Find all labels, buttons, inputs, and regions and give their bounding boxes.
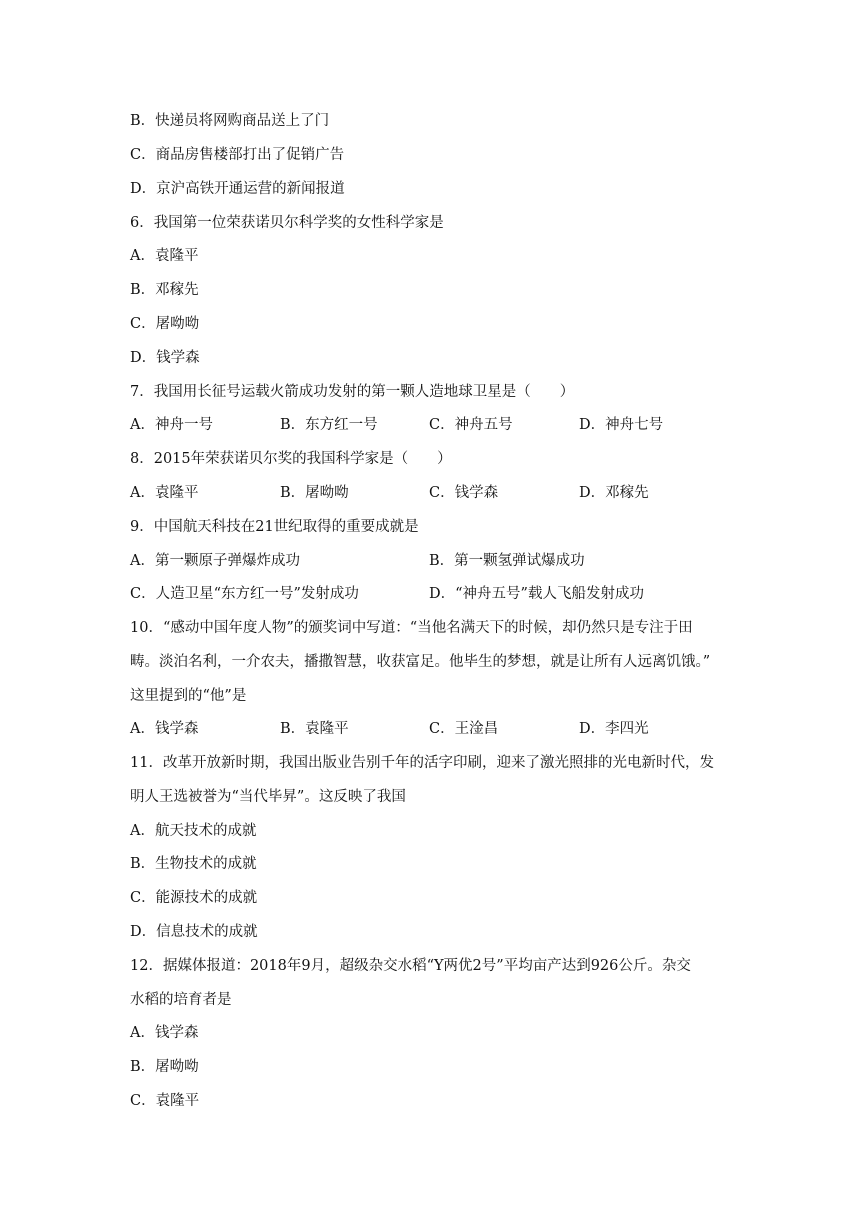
q6-stem: 6．我国第一位荣获诺贝尔科学奖的女性科学家是 (130, 215, 444, 231)
q10-options (130, 719, 690, 739)
q11-option-c: C．能源技术的成就 (130, 890, 258, 906)
q9-options-row1 (130, 551, 730, 571)
q11-option-d: D．信息技术的成就 (130, 924, 258, 940)
q10-option-d: D．李四光 (579, 721, 649, 737)
q8-option-d: D．邓稼先 (579, 485, 649, 501)
q10-option-b: B．袁隆平 (280, 721, 349, 737)
q12-option-c: C．袁隆平 (130, 1093, 200, 1109)
q11-stem-line2: 明人王选被誉为“当代毕昇”。这反映了我国 (130, 789, 406, 805)
q10-stem-line2: 畴。淡泊名利，一介农夫，播撒智慧，收获富足。他毕生的梦想，就是让所有人远离饥饿。” (130, 654, 711, 670)
q8-option-a: A．袁隆平 (130, 485, 199, 501)
q10-option-c: C．王淦昌 (429, 721, 499, 737)
q8-option-c: C．钱学森 (429, 485, 499, 501)
q7-option-d: D．神舟七号 (579, 417, 664, 433)
q9-option-d: D．“神舟五号”载人飞船发射成功 (429, 586, 644, 602)
q9-stem: 9．中国航天科技在21世纪取得的重要成就是 (130, 519, 419, 535)
q11-stem-line1: 11．改革开放新时期，我国出版业告别千年的活字印刷，迎来了激光照排的光电新时代，发 (130, 755, 714, 771)
q7-option-a: A．神舟一号 (130, 417, 213, 433)
q12-stem-line2: 水稻的培育者是 (130, 992, 232, 1008)
q9-option-a: A．第一颗原子弹爆炸成功 (130, 553, 300, 569)
q12-option-a: A．钱学森 (130, 1025, 199, 1041)
q6-option-b: B．邓稼先 (130, 282, 199, 298)
q9-options-row2 (130, 584, 730, 604)
q7-stem: 7．我国用长征号运载火箭成功发射的第一颗人造地球卫星是（ ） (130, 384, 575, 400)
q8-stem: 8．2015年荣获诺贝尔奖的我国科学家是（ ） (130, 451, 452, 467)
q7-option-c: C．神舟五号 (429, 417, 513, 433)
q7-option-b: B．东方红一号 (280, 417, 378, 433)
q11-option-b: B．生物技术的成就 (130, 856, 257, 872)
q12-option-b: B．屠呦呦 (130, 1059, 199, 1075)
q5-option-c: C．商品房售楼部打出了促销广告 (130, 147, 345, 163)
q8-options (130, 483, 690, 503)
q6-option-d: D．钱学森 (130, 350, 200, 366)
q7-options (130, 415, 690, 435)
q10-option-a: A．钱学森 (130, 721, 199, 737)
q6-option-a: A．袁隆平 (130, 248, 199, 264)
q8-option-b: B．屠呦呦 (280, 485, 349, 501)
q10-stem-line3: 这里提到的“他”是 (130, 688, 247, 704)
q9-option-b: B．第一颗氢弹试爆成功 (429, 553, 585, 569)
q6-option-c: C．屠呦呦 (130, 316, 200, 332)
q9-option-c: C．人造卫星“东方红一号”发射成功 (130, 586, 359, 602)
q10-stem-line1: 10．“感动中国年度人物”的颁奖词中写道：“当他名满天下的时候，却仍然只是专注于田 (130, 620, 693, 636)
q12-stem-line1: 12．据媒体报道：2018年9月，超级杂交水稻“Y两优2号”平均亩产达到926公斤。杂交 (130, 958, 691, 974)
q5-option-d: D．京沪高铁开通运营的新闻报道 (130, 181, 345, 197)
q5-option-b: B．快递员将网购商品送上了门 (130, 113, 330, 129)
q11-option-a: A．航天技术的成就 (130, 823, 257, 839)
